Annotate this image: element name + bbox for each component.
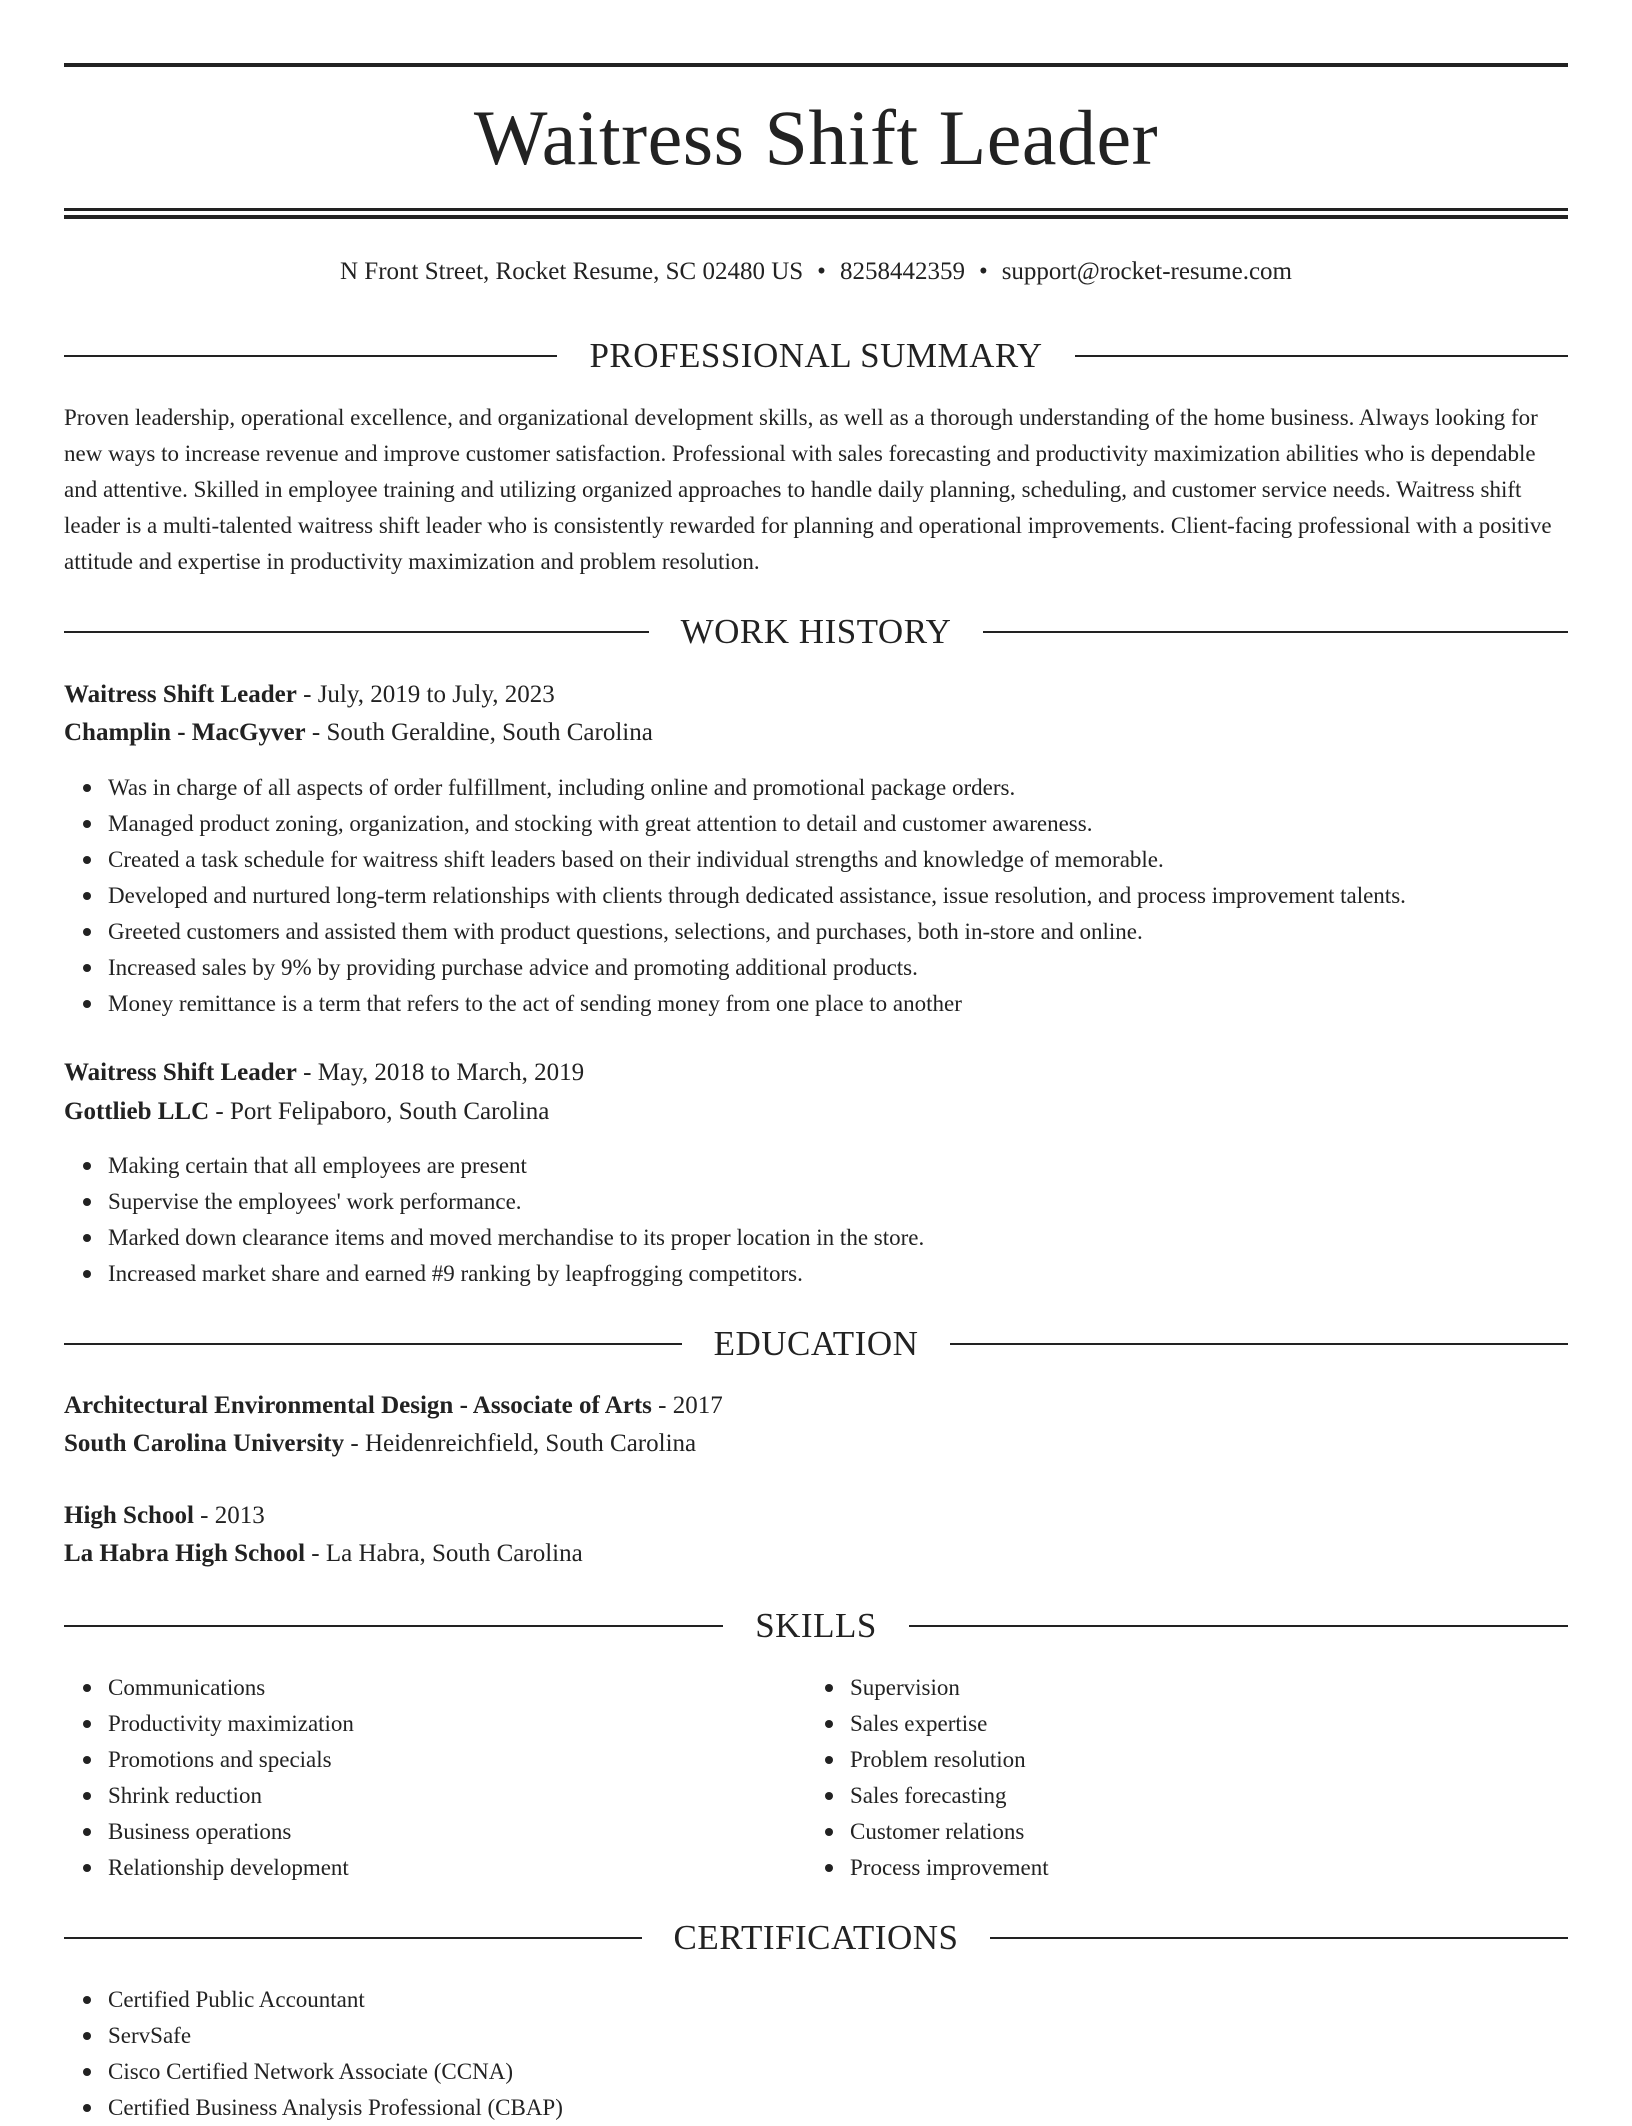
contact-separator: • [978, 258, 988, 285]
job-company-line [64, 1093, 1568, 1131]
job-location: - South Geraldine, South Carolina [305, 719, 653, 746]
skill-item: Business operations [108, 1814, 808, 1850]
job-company: Gottlieb LLC [64, 1098, 210, 1125]
certification-item: Certified Business Analysis Professional (CBAP) [108, 2090, 1612, 2126]
job-title: Waitress Shift Leader [64, 681, 297, 708]
summary-text: Proven leadership, operational excellence, and organizational development skills, as well as a thorough understanding of the home business. Always looking for new ways to increase revenue and improve customer satisfaction. Professional with sales forecasting and productivity maximization abilities who is dependable and attentive. Skilled in employee training and utilizing organized approaches to handle daily planning, scheduling, and customer service needs. Waitress shift leader is a multi-talented waitress shift leader who is consistently rewarded for planning and operational improvements. Client-facing professional with a positive attitude and expertise in productivity maximization and problem resolution. [64, 405, 1552, 574]
heading-rule [64, 1937, 642, 1939]
contact-line [64, 254, 1568, 290]
certification-item: Certified Public Accountant [108, 1982, 1612, 2018]
education-location: - Heidenreichfield, South Carolina [344, 1430, 697, 1457]
skill-item: Relationship development [108, 1850, 808, 1886]
list-item: Was in charge of all aspects of order fulfillment, including online and promotional package orders. [108, 770, 1612, 806]
job-title: Waitress Shift Leader [64, 1059, 297, 1086]
skill-item: Process improvement [850, 1850, 1550, 1886]
list-item: Managed product zoning, organization, and stocking with great attention to detail and customer awareness. [108, 806, 1612, 842]
heading-rule [909, 1625, 1568, 1627]
section-heading-work-history [64, 610, 1568, 654]
title-rule-lower [64, 215, 1568, 219]
skill-item: Productivity maximization [108, 1706, 808, 1742]
certification-item: ServSafe [108, 2018, 1612, 2054]
heading-rule [64, 1625, 723, 1627]
section-title: EDUCATION [713, 1324, 919, 1363]
skill-item: Promotions and specials [108, 1742, 808, 1778]
contact-phone: 8258442359 [839, 258, 965, 285]
skill-item: Communications [108, 1670, 808, 1706]
list-item: Money remittance is a term that refers to the act of sending money from one place to another [108, 986, 1612, 1022]
section-title: SKILLS [755, 1606, 877, 1645]
education-school: La Habra High School [64, 1540, 306, 1567]
heading-rule [1075, 355, 1568, 357]
skill-item: Supervision [850, 1670, 1550, 1706]
heading-rule [64, 631, 649, 633]
education-degree: High School [64, 1502, 194, 1529]
section-title: PROFESSIONAL SUMMARY [589, 336, 1043, 375]
contact-email: support@rocket-resume.com [1001, 258, 1292, 285]
section-heading-education [64, 1322, 1568, 1366]
certifications-list [64, 1982, 1612, 2126]
education-location: - La Habra, South Carolina [305, 1540, 583, 1567]
education-year: - 2017 [651, 1392, 723, 1419]
education-school: South Carolina University [64, 1430, 345, 1457]
job-bullets [64, 1148, 1612, 1292]
skill-item: Sales expertise [850, 1706, 1550, 1742]
section-heading-certifications [64, 1916, 1568, 1960]
list-item: Developed and nurtured long-term relationships with clients through dedicated assistance, issue resolution, and process improvement talents. [108, 878, 1612, 914]
heading-rule [64, 1343, 682, 1345]
education-school-line [64, 1535, 1568, 1573]
job-title-line [64, 676, 1568, 714]
job-location: - Port Felipaboro, South Carolina [209, 1098, 550, 1125]
job-bullets [64, 770, 1612, 1022]
section-heading-skills [64, 1604, 1568, 1648]
skill-item: Sales forecasting [850, 1778, 1550, 1814]
education-degree-line [64, 1387, 1568, 1425]
education-school-line [64, 1425, 1568, 1463]
section-title: WORK HISTORY [680, 612, 952, 651]
list-item: Greeted customers and assisted them with product questions, selections, and purchases, both in-store and online. [108, 914, 1612, 950]
section-heading-summary [64, 334, 1568, 378]
list-item: Supervise the employees' work performance. [108, 1184, 1612, 1220]
heading-rule [950, 1343, 1568, 1345]
skills-list-right [806, 1670, 1550, 1886]
education-degree-line [64, 1497, 1568, 1535]
top-rule [64, 63, 1568, 67]
job-dates: - July, 2019 to July, 2023 [296, 681, 555, 708]
job-title-line [64, 1054, 1568, 1092]
list-item: Increased sales by 9% by providing purchase advice and promoting additional products. [108, 950, 1612, 986]
certification-item: Cisco Certified Network Associate (CCNA) [108, 2054, 1612, 2090]
skill-item: Shrink reduction [108, 1778, 808, 1814]
title-rule-upper [64, 208, 1568, 211]
job-company-line [64, 714, 1568, 752]
job-dates: - May, 2018 to March, 2019 [296, 1059, 585, 1086]
contact-separator: • [817, 258, 826, 285]
resume-title: Waitress Shift Leader [473, 94, 1159, 181]
list-item: Making certain that all employees are present [108, 1148, 1612, 1184]
education-degree: Architectural Environmental Design - Associate of Arts [64, 1392, 652, 1419]
list-item: Marked down clearance items and moved merchandise to its proper location in the store. [108, 1220, 1612, 1256]
skills-list-left [64, 1670, 808, 1886]
education-year: - 2013 [193, 1502, 265, 1529]
section-title: CERTIFICATIONS [673, 1918, 959, 1957]
heading-rule [64, 355, 557, 357]
list-item: Created a task schedule for waitress shift leaders based on their individual strengths and knowledge of memorable. [108, 842, 1612, 878]
heading-rule [990, 1937, 1568, 1939]
job-company: Champlin - MacGyver [64, 719, 306, 746]
list-item: Increased market share and earned #9 ranking by leapfrogging competitors. [108, 1256, 1612, 1292]
heading-rule [983, 631, 1568, 633]
contact-address: N Front Street, Rocket Resume, SC 02480 US [339, 258, 804, 285]
skill-item: Problem resolution [850, 1742, 1550, 1778]
skill-item: Customer relations [850, 1814, 1550, 1850]
